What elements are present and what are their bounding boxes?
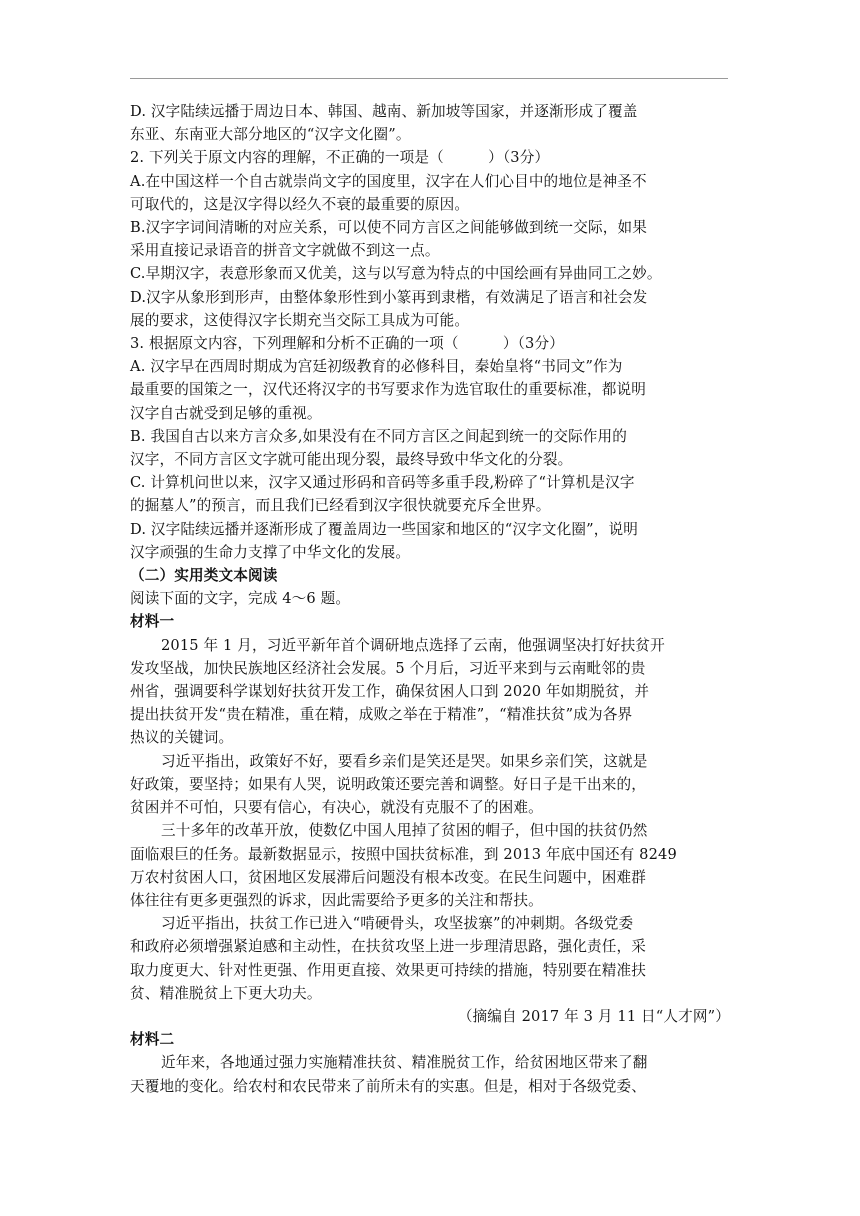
text-line: 好政策，要坚持；如果有人哭，说明政策还要完善和调整。好日子是干出来的，	[130, 775, 647, 793]
text-line: 取力度更大、针对性更强、作用更直接、效果更可持续的措施，特别要在精准扶	[130, 961, 647, 979]
text-line: 三十多年的改革开放，使数亿中国人甩掉了贫困的帽子，但中国的扶贫仍然	[161, 822, 648, 840]
text-line: 发攻坚战，加快民族地区经济社会发展。5 个月后，习近平来到与云南毗邻的贵	[130, 659, 646, 677]
text-line: 州省，强调要科学谋划好扶贫开发工作，确保贫困人口到 2020 年如期脱贫，并	[130, 683, 650, 701]
text-line: 热议的关键词。	[130, 729, 234, 747]
section-heading: （二）实用类文本阅读	[130, 567, 278, 585]
text-line: C. 计算机问世以来，汉字又通过形码和音码等多重手段,粉碎了“计算机是汉字	[130, 474, 635, 492]
section-heading: 材料二	[130, 1031, 175, 1049]
section-heading: 材料一	[130, 613, 175, 631]
text-line: 面临艰巨的任务。最新数据显示，按照中国扶贫标准，到 2013 年底中国还有 8249	[130, 845, 677, 863]
text-line: 和政府必须增强紧迫感和主动性，在扶贫攻坚上进一步理清思路，强化责任，采	[130, 938, 647, 956]
text-line: B.汉字字词间清晰的对应关系，可以使不同方言区之间能够做到统一交际，如果	[130, 219, 647, 237]
text-line: D.汉字从象形到形声，由整体象形性到小篆再到隶楷，有效满足了语言和社会发	[130, 288, 648, 306]
text-line: D. 汉字陆续远播于周边日本、韩国、越南、新加坡等国家，并逐渐形成了覆盖	[130, 103, 638, 120]
text-line: 采用直接记录语音的拼音文字就做不到这一点。	[130, 242, 440, 260]
text-line: 习近平指出，扶贫工作已进入“啃硬骨头，攻坚拔寨”的冲刺期。各级党委	[161, 915, 634, 933]
text-line: （摘编自 2017 年 3 月 11 日“人才网”）	[457, 1007, 730, 1025]
text-line: 天覆地的变化。给农村和农民带来了前所未有的实惠。但是，相对于各级党委、	[130, 1077, 647, 1095]
text-line: 2015 年 1 月，习近平新年首个调研地点选择了云南，他强调坚决打好扶贫开	[161, 636, 665, 654]
text-line: 展的要求，这使得汉字长期充当交际工具成为可能。	[130, 311, 470, 329]
text-line: 可取代的，这是汉字得以经久不衰的最重要的原因。	[130, 195, 470, 213]
text-line: 最重要的国策之一，汉代还将汉字的书写要求作为选官取仕的重要标准，都说明	[130, 381, 647, 399]
header-rule	[130, 78, 728, 79]
text-line: 万农村贫困人口，贫困地区发展滞后问题没有根本改变。在民生问题中，困难群	[130, 868, 647, 886]
text-line: 3. 根据原文内容，下列理解和分析不正确的一项（ ）（3分）	[130, 335, 564, 353]
text-line: A.在中国这样一个自古就崇尚文字的国度里，汉字在人们心目中的地位是神圣不	[130, 172, 647, 190]
document-body	[130, 100, 730, 1098]
text-line: 汉字顽强的生命力支撑了中华文化的发展。	[130, 543, 411, 561]
text-line: 东亚、东南亚大部分地区的“汉字文化圈”。	[130, 126, 411, 144]
text-line: 近年来，各地通过强力实施精准扶贫、精准脱贫工作，给贫困地区带来了翻	[161, 1054, 648, 1072]
text-line: 体往往有更多更强烈的诉求，因此需要给予更多的关注和帮扶。	[130, 891, 543, 909]
text-line: 贫困并不可怕，只要有信心，有决心，就没有克服不了的困难。	[130, 799, 543, 817]
text-line: 汉字，不同方言区文字就可能出现分裂，最终导致中华文化的分裂。	[130, 451, 573, 469]
text-line: 贫、精准脱贫上下更大功夫。	[130, 984, 322, 1002]
text-line: 提出扶贫开发“贵在精准，重在精，成败之举在于精准”，“精准扶贫”成为各界	[130, 706, 633, 724]
text-line: C.早期汉字，表意形象而又优美，这与以写意为特点的中国绘画有异曲同工之妙。	[130, 265, 662, 283]
text-line: 习近平指出，政策好不好，要看乡亲们是笑还是哭。如果乡亲们笑，这就是	[161, 752, 648, 770]
text-line: B. 我国自古以来方言众多,如果没有在不同方言区之间起到统一的交际作用的	[130, 427, 628, 445]
text-line: 汉字自古就受到足够的重视。	[130, 404, 322, 422]
text-line: 阅读下面的文字，完成 4～6 题。	[130, 590, 351, 608]
text-line: 2. 下列关于原文内容的理解，不正确的一项是（ ）（3分）	[130, 149, 550, 167]
text-line: A. 汉字早在西周时期成为宫廷初级教育的必修科目，秦始皇将“书同文”作为	[130, 358, 623, 376]
text-line: 的掘墓人”的预言，而且我们已经看到汉字很快就要充斥全世界。	[130, 497, 551, 515]
text-line: D. 汉字陆续远播并逐渐形成了覆盖周边一些国家和地区的“汉字文化圈”，说明	[130, 520, 638, 538]
